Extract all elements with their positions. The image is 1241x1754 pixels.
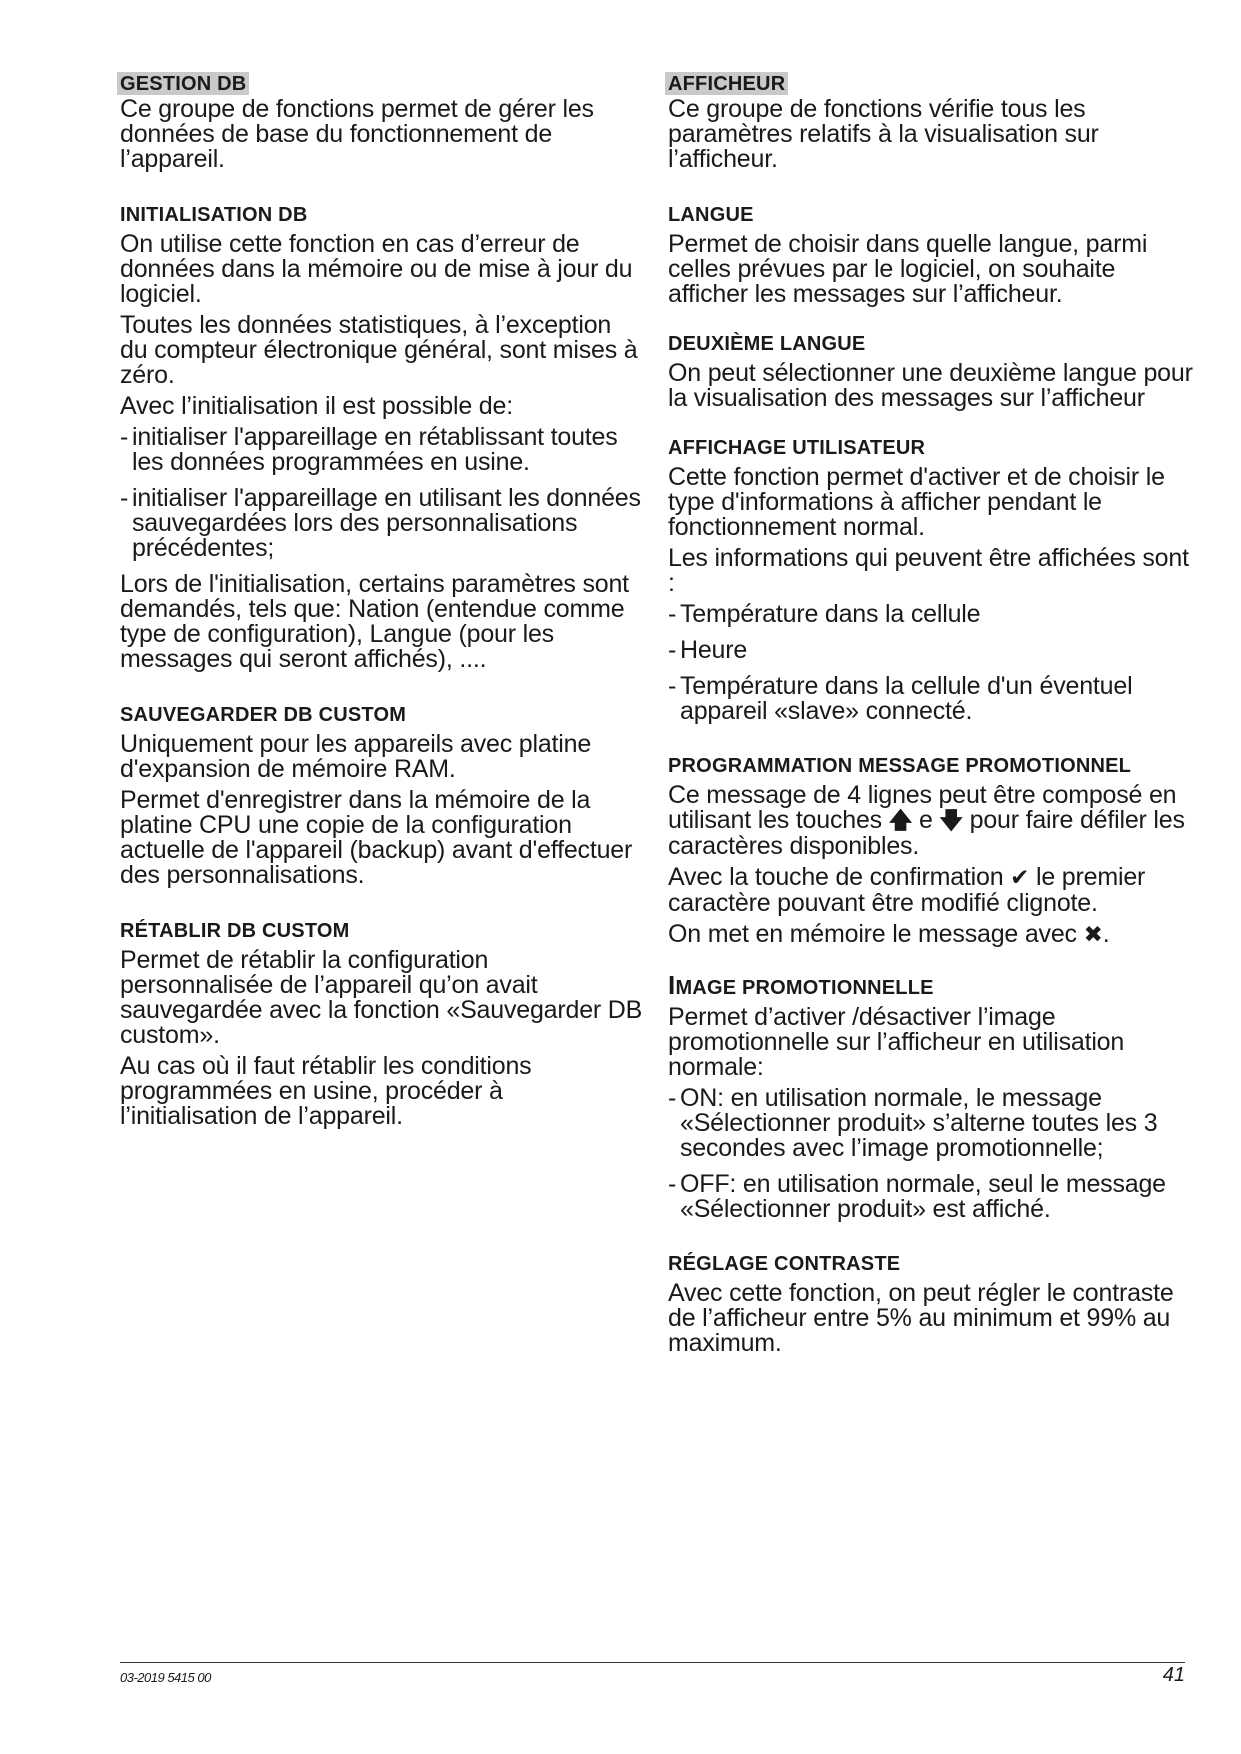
section-reglage-contraste: [668, 1253, 1193, 1356]
section-title: RÉTABLIR DB CUSTOM: [120, 920, 350, 942]
text: Ce message de 4 lignes peut être composé en utilisant les touches: [668, 781, 1177, 834]
text: .: [1102, 920, 1110, 948]
section-affichage-utilisateur: [668, 437, 1193, 724]
paragraph: Au cas où il faut rétablir les conditions programmées en usine, procéder à l’initialisation de l’appareil.: [120, 1052, 532, 1130]
section-title: AFFICHEUR: [665, 72, 788, 95]
list-item: - Température dans la cellule: [668, 602, 1193, 627]
section-title: SAUVEGARDER DB CUSTOM: [120, 704, 407, 726]
section-title: AFFICHAGE UTILISATEUR: [668, 437, 926, 459]
bullet-list: [668, 602, 1193, 724]
paragraph: [668, 783, 1193, 859]
list-item: - Heure: [668, 638, 1193, 663]
list-item: - initialiser l'appareillage en rétablissant toutes les données programmées en usine.: [120, 425, 645, 475]
paragraph: [668, 922, 1193, 948]
right-column: [668, 72, 1193, 1362]
title-initial: I: [668, 970, 676, 1000]
text: Avec la touche de confirmation: [668, 863, 1004, 891]
check-icon: ✔: [1010, 865, 1030, 891]
section-title: PROGRAMMATION MESSAGE PROMOTIONNEL: [668, 755, 1132, 777]
list-item: - initialiser l'appareillage en utilisant les données sauvegardées lors des personnalisations précédentes;: [120, 486, 645, 561]
section-retablir-db-custom: [120, 920, 645, 1129]
paragraph: Ce groupe de fonctions vérifie tous les paramètres relatifs à la visualisation sur l’afficheur.: [668, 95, 1099, 173]
section-initialisation-db: [120, 204, 645, 672]
page-number: 41: [1162, 1664, 1185, 1686]
paragraph: Toutes les données statistiques, à l’exception du compteur électronique général, sont mises à zéro.: [120, 311, 638, 389]
arrow-down-icon: 🡇: [939, 808, 963, 834]
paragraph: On utilise cette fonction en cas d’erreur de données dans la mémoire ou de mise à jour du logiciel.: [120, 230, 633, 308]
paragraph: Les informations qui peuvent être affichées sont :: [668, 544, 1189, 597]
section-title: LANGUE: [668, 204, 754, 226]
list-item: - Température dans la cellule d'un éventuel appareil «slave» connecté.: [668, 674, 1193, 724]
list-item: - ON: en utilisation normale, le message «Sélectionner produit» s’alterne toutes les 3 secondes avec l’image promotionnelle;: [668, 1086, 1193, 1161]
section-title: GESTION DB: [117, 72, 249, 95]
paragraph: Ce groupe de fonctions permet de gérer les données de base du fonctionnement de l’appareil.: [120, 95, 594, 173]
paragraph: Cette fonction permet d'activer et de choisir le type d'informations à afficher pendant le fonctionnement normal.: [668, 463, 1165, 541]
section-deuxieme-langue: [668, 333, 1193, 411]
paragraph: Avec l’initialisation il est possible de:: [120, 392, 513, 420]
section-title: INITIALISATION DB: [120, 204, 308, 226]
paragraph: Permet de rétablir la configuration personnalisée de l’appareil qu’on avait sauvegardée avec la fonction «Sauvegarder DB custom».: [120, 946, 643, 1049]
paragraph: Lors de l'initialisation, certains paramètres sont demandés, tels que: Nation (entendue comme type de configuration), Langue (pour les messages qui seront affichés), ....: [120, 570, 629, 673]
section-gestion-db: [120, 72, 645, 172]
paragraph: Avec cette fonction, on peut régler le contraste de l’afficheur entre 5% au minimum et 99% au maximum.: [668, 1279, 1174, 1357]
section-sauvegarder-db-custom: [120, 704, 645, 888]
paragraph: [668, 865, 1193, 916]
title-rest: MAGE PROMOTIONNELLE: [675, 977, 934, 999]
paragraph: Uniquement pour les appareils avec platine d'expansion de mémoire RAM.: [120, 730, 592, 783]
section-title: DEUXIÈME LANGUE: [668, 333, 866, 355]
paragraph: Permet de choisir dans quelle langue, parmi celles prévues par le logiciel, on souhaite afficher les messages sur l’afficheur.: [668, 230, 1148, 308]
left-column: [120, 72, 645, 1135]
section-message-promotionnel: [668, 755, 1193, 948]
arrow-up-icon: 🡅: [888, 808, 913, 834]
footer-divider: [120, 1662, 1185, 1663]
document-code: 03-2019 5415 00: [120, 1670, 211, 1685]
section-title: [668, 970, 1193, 1000]
section-afficheur: [668, 72, 1193, 172]
bullet-list: [668, 1086, 1193, 1222]
section-title: RÉGLAGE CONTRASTE: [668, 1253, 901, 1275]
paragraph: Permet d'enregistrer dans la mémoire de la platine CPU une copie de la configuration actuelle de l'appareil (backup) avant d'effectuer des personnalisations.: [120, 786, 633, 889]
text: pour faire défiler les caractères disponibles.: [668, 806, 1185, 860]
paragraph: Permet d’activer /désactiver l’image promotionnelle sur l’afficheur en utilisation normale:: [668, 1003, 1125, 1081]
bullet-list: [120, 425, 645, 561]
text: le premier caractère pouvant être modifié clignote.: [668, 863, 1146, 917]
text: e: [918, 806, 933, 834]
text: On met en mémoire le message avec: [668, 920, 1077, 948]
paragraph: On peut sélectionner une deuxième langue pour la visualisation des messages sur l’afficheur: [668, 359, 1193, 412]
cross-icon: ✖: [1083, 922, 1103, 948]
section-langue: [668, 204, 1193, 307]
list-item: - OFF: en utilisation normale, seul le message «Sélectionner produit» est affiché.: [668, 1172, 1193, 1222]
section-image-promotionnelle: [668, 970, 1193, 1223]
